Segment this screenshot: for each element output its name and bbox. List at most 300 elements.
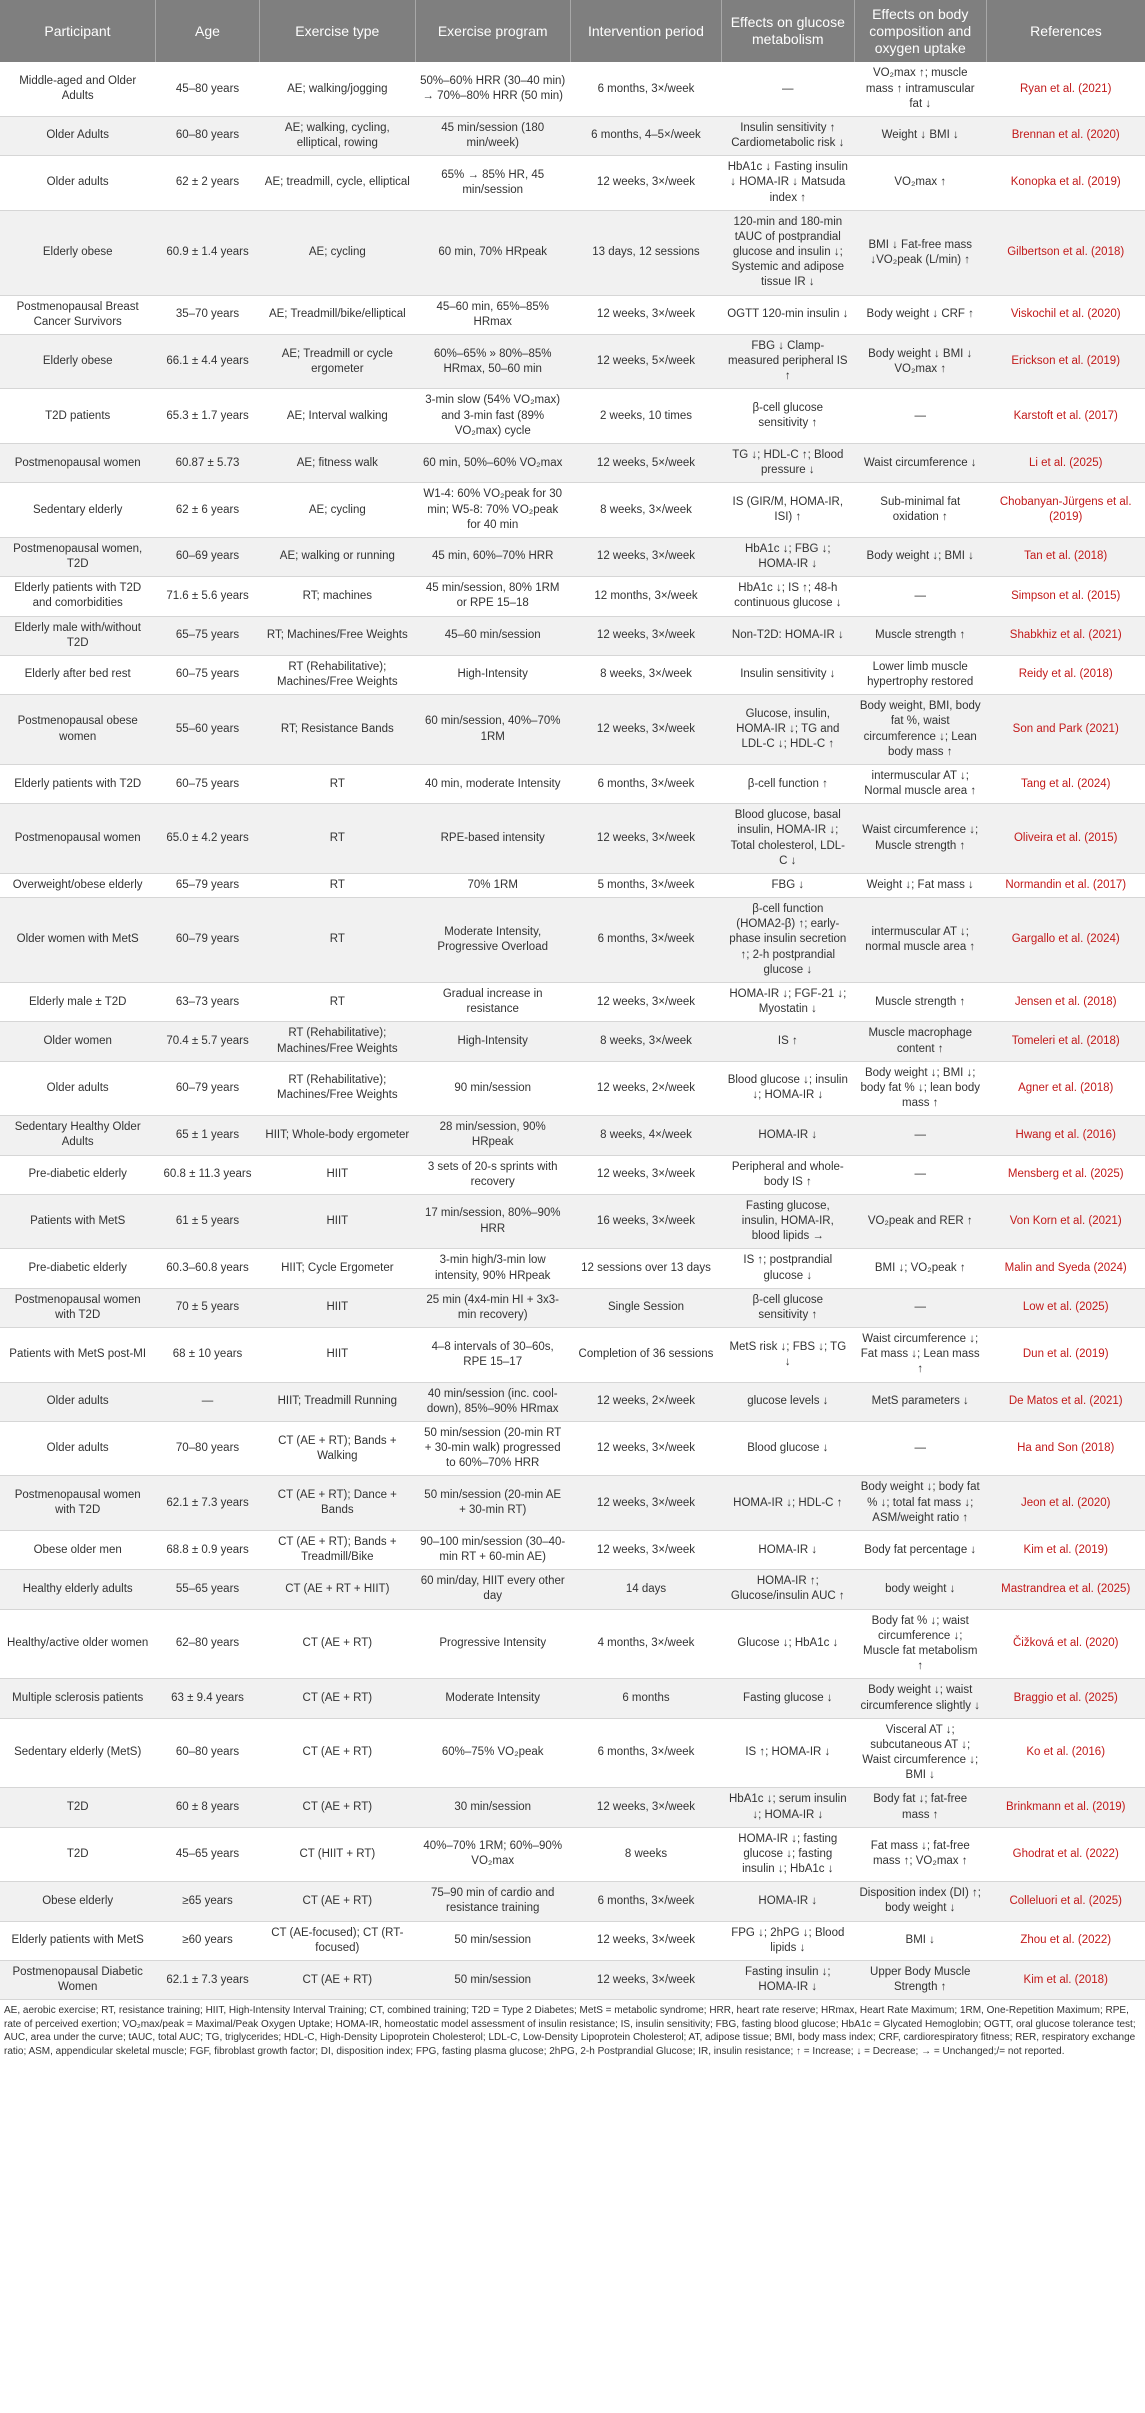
exercise-program-cell: 65% → 85% HR, 45 min/session xyxy=(415,156,570,211)
intervention-period-cell: 12 weeks, 3×/week xyxy=(570,1476,721,1531)
age-cell: 65–75 years xyxy=(155,616,259,655)
table-row xyxy=(0,1609,1145,1679)
table-row xyxy=(0,156,1145,211)
glucose-effects-cell: 120-min and 180-min tAUC of postprandial glucose and insulin ↓; Systemic and adipose tissue IR ↓ xyxy=(722,210,854,295)
exercise-type-cell: RT xyxy=(260,764,415,803)
participant-cell: Older Adults xyxy=(0,116,155,155)
glucose-effects-cell: glucose levels ↓ xyxy=(722,1382,854,1421)
exercise-type-cell: HIIT xyxy=(260,1155,415,1194)
participant-cell: Older adults xyxy=(0,1061,155,1116)
exercise-type-cell: CT (HIIT + RT) xyxy=(260,1827,415,1882)
reference-link[interactable]: Karstoft et al. (2017) xyxy=(986,389,1145,444)
participant-cell: Elderly patients with MetS xyxy=(0,1921,155,1960)
body-composition-cell: BMI ↓ xyxy=(854,1921,986,1960)
reference-link[interactable]: Dun et al. (2019) xyxy=(986,1328,1145,1383)
exercise-program-cell: 50%–60% HRR (30–40 min) → 70%–80% HRR (50 min) xyxy=(415,62,570,116)
reference-link[interactable]: De Matos et al. (2021) xyxy=(986,1382,1145,1421)
intervention-period-cell: 16 weeks, 3×/week xyxy=(570,1194,721,1249)
reference-link[interactable]: Braggio et al. (2025) xyxy=(986,1679,1145,1718)
exercise-type-cell: HIIT xyxy=(260,1194,415,1249)
intervention-period-cell: 6 months, 3×/week xyxy=(570,1882,721,1921)
intervention-period-cell: 8 weeks, 3×/week xyxy=(570,655,721,694)
body-composition-cell: BMI ↓; VO₂peak ↑ xyxy=(854,1249,986,1288)
body-composition-cell: Body weight ↓; waist circumference slightly ↓ xyxy=(854,1679,986,1718)
intervention-period-cell: 12 weeks, 3×/week xyxy=(570,295,721,334)
exercise-type-cell: RT; Resistance Bands xyxy=(260,695,415,765)
intervention-period-cell: 12 weeks, 3×/week xyxy=(570,1960,721,1999)
header-exercise-program: Exercise program xyxy=(415,0,570,62)
table-row xyxy=(0,1570,1145,1609)
intervention-period-cell: 12 weeks, 3×/week xyxy=(570,804,721,874)
table-header-row xyxy=(0,0,1145,62)
intervention-period-cell: 12 sessions over 13 days xyxy=(570,1249,721,1288)
reference-link[interactable]: Malin and Syeda (2024) xyxy=(986,1249,1145,1288)
reference-link[interactable]: Kim et al. (2018) xyxy=(986,1960,1145,1999)
age-cell: 70.4 ± 5.7 years xyxy=(155,1022,259,1061)
intervention-period-cell: 8 weeks, 4×/week xyxy=(570,1116,721,1155)
exercise-type-cell: RT; Machines/Free Weights xyxy=(260,616,415,655)
glucose-effects-cell: β-cell function (HOMA2-β) ↑; early-phase insulin secretion ↑; 2-h postprandial glucose ↓ xyxy=(722,898,854,983)
exercise-type-cell: AE; walking/jogging xyxy=(260,62,415,116)
header-exercise-type: Exercise type xyxy=(260,0,415,62)
participant-cell: Postmenopausal women, T2D xyxy=(0,537,155,576)
participant-cell: Older adults xyxy=(0,1382,155,1421)
exercise-program-cell: 50 min/session (20-min AE + 30-min RT) xyxy=(415,1476,570,1531)
exercise-program-cell: 3-min high/3-min low intensity, 90% HRpeak xyxy=(415,1249,570,1288)
table-row xyxy=(0,210,1145,295)
glucose-effects-cell: HbA1c ↓ Fasting insulin ↓ HOMA-IR ↓ Matsuda index ↑ xyxy=(722,156,854,211)
reference-link[interactable]: Brennan et al. (2020) xyxy=(986,116,1145,155)
exercise-type-cell: RT xyxy=(260,873,415,897)
participant-cell: Overweight/obese elderly xyxy=(0,873,155,897)
age-cell: 68 ± 10 years xyxy=(155,1328,259,1383)
reference-link[interactable]: Ryan et al. (2021) xyxy=(986,62,1145,116)
body-composition-cell: Body fat % ↓; waist circumference ↓; Muscle fat metabolism ↑ xyxy=(854,1609,986,1679)
exercise-type-cell: RT xyxy=(260,804,415,874)
glucose-effects-cell: MetS risk ↓; FBS ↓; TG ↓ xyxy=(722,1328,854,1383)
table-row xyxy=(0,116,1145,155)
intervention-period-cell: 12 weeks, 3×/week xyxy=(570,1155,721,1194)
table-row xyxy=(0,616,1145,655)
age-cell: 62–80 years xyxy=(155,1609,259,1679)
intervention-period-cell: 13 days, 12 sessions xyxy=(570,210,721,295)
reference-link[interactable]: Gilbertson et al. (2018) xyxy=(986,210,1145,295)
reference-link[interactable]: Kim et al. (2019) xyxy=(986,1530,1145,1569)
age-cell: 70 ± 5 years xyxy=(155,1288,259,1327)
table-row xyxy=(0,1827,1145,1882)
table-row xyxy=(0,537,1145,576)
table-row xyxy=(0,1382,1145,1421)
reference-link[interactable]: Hwang et al. (2016) xyxy=(986,1116,1145,1155)
table-row xyxy=(0,1960,1145,1999)
participant-cell: Postmenopausal women with T2D xyxy=(0,1288,155,1327)
exercise-type-cell: CT (AE + RT); Dance + Bands xyxy=(260,1476,415,1531)
exercise-program-cell: Moderate Intensity xyxy=(415,1679,570,1718)
table-row xyxy=(0,577,1145,616)
reference-link[interactable]: Erickson et al. (2019) xyxy=(986,334,1145,389)
exercise-type-cell: HIIT xyxy=(260,1328,415,1383)
intervention-period-cell: 12 weeks, 3×/week xyxy=(570,982,721,1021)
intervention-period-cell: 12 weeks, 2×/week xyxy=(570,1382,721,1421)
age-cell: 60.9 ± 1.4 years xyxy=(155,210,259,295)
participant-cell: Sedentary elderly xyxy=(0,483,155,538)
table-row xyxy=(0,295,1145,334)
intervention-period-cell: 4 months, 3×/week xyxy=(570,1609,721,1679)
exercise-program-cell: 75–90 min of cardio and resistance training xyxy=(415,1882,570,1921)
exercise-program-cell: 50 min/session xyxy=(415,1960,570,1999)
participant-cell: Older women with MetS xyxy=(0,898,155,983)
intervention-period-cell: 2 weeks, 10 times xyxy=(570,389,721,444)
table-row xyxy=(0,1249,1145,1288)
exercise-type-cell: HIIT; Whole-body ergometer xyxy=(260,1116,415,1155)
intervention-period-cell: 5 months, 3×/week xyxy=(570,873,721,897)
glucose-effects-cell: OGTT 120-min insulin ↓ xyxy=(722,295,854,334)
participant-cell: Obese elderly xyxy=(0,1882,155,1921)
participant-cell: Postmenopausal obese women xyxy=(0,695,155,765)
body-composition-cell: Muscle strength ↑ xyxy=(854,982,986,1021)
exercise-type-cell: CT (AE + RT + HIIT) xyxy=(260,1570,415,1609)
body-composition-cell: VO₂max ↑ xyxy=(854,156,986,211)
reference-link[interactable]: Shabkhiz et al. (2021) xyxy=(986,616,1145,655)
participant-cell: Elderly obese xyxy=(0,334,155,389)
table-row xyxy=(0,444,1145,483)
age-cell: 60–69 years xyxy=(155,537,259,576)
age-cell: 55–60 years xyxy=(155,695,259,765)
intervention-period-cell: 8 weeks, 3×/week xyxy=(570,1022,721,1061)
exercise-program-cell: 45 min/session (180 min/week) xyxy=(415,116,570,155)
participant-cell: Elderly patients with T2D xyxy=(0,764,155,803)
body-composition-cell: Body fat ↓; fat-free mass ↑ xyxy=(854,1788,986,1827)
intervention-period-cell: 8 weeks, 3×/week xyxy=(570,483,721,538)
table-row xyxy=(0,334,1145,389)
intervention-period-cell: 12 weeks, 3×/week xyxy=(570,1530,721,1569)
reference-link[interactable]: Jeon et al. (2020) xyxy=(986,1476,1145,1531)
header-body-composition-effects: Effects on body composition and oxygen uptake xyxy=(854,0,986,62)
age-cell: 68.8 ± 0.9 years xyxy=(155,1530,259,1569)
glucose-effects-cell: HbA1c ↓; FBG ↓; HOMA-IR ↓ xyxy=(722,537,854,576)
table-row xyxy=(0,1022,1145,1061)
participant-cell: Healthy elderly adults xyxy=(0,1570,155,1609)
glucose-effects-cell: Glucose, insulin, HOMA-IR ↓; TG and LDL-C ↓; HDL-C ↑ xyxy=(722,695,854,765)
exercise-program-cell: Progressive Intensity xyxy=(415,1609,570,1679)
reference-link[interactable]: Colleluori et al. (2025) xyxy=(986,1882,1145,1921)
exercise-program-cell: 25 min (4x4-min HI + 3x3-min recovery) xyxy=(415,1288,570,1327)
exercise-program-cell: High-Intensity xyxy=(415,655,570,694)
reference-link[interactable]: Von Korn et al. (2021) xyxy=(986,1194,1145,1249)
exercise-program-cell: 50 min/session xyxy=(415,1921,570,1960)
reference-link[interactable]: Tan et al. (2018) xyxy=(986,537,1145,576)
reference-link[interactable]: Oliveira et al. (2015) xyxy=(986,804,1145,874)
age-cell: — xyxy=(155,1382,259,1421)
exercise-type-cell: CT (AE + RT) xyxy=(260,1882,415,1921)
table-row xyxy=(0,1718,1145,1788)
age-cell: 60.87 ± 5.73 xyxy=(155,444,259,483)
intervention-period-cell: 6 months, 3×/week xyxy=(570,1718,721,1788)
age-cell: 65.0 ± 4.2 years xyxy=(155,804,259,874)
reference-link[interactable]: Low et al. (2025) xyxy=(986,1288,1145,1327)
table-row xyxy=(0,1061,1145,1116)
participant-cell: Older women xyxy=(0,1022,155,1061)
reference-link[interactable]: Ko et al. (2016) xyxy=(986,1718,1145,1788)
participant-cell: Postmenopausal Breast Cancer Survivors xyxy=(0,295,155,334)
intervention-period-cell: 12 weeks, 2×/week xyxy=(570,1061,721,1116)
exercise-type-cell: CT (AE + RT) xyxy=(260,1788,415,1827)
exercise-type-cell: AE; walking, cycling, elliptical, rowing xyxy=(260,116,415,155)
exercise-type-cell: CT (AE + RT) xyxy=(260,1718,415,1788)
exercise-program-cell: 4–8 intervals of 30–60s, RPE 15–17 xyxy=(415,1328,570,1383)
table-row xyxy=(0,1155,1145,1194)
exercise-program-cell: 60%–75% VO₂peak xyxy=(415,1718,570,1788)
glucose-effects-cell: Fasting glucose ↓ xyxy=(722,1679,854,1718)
header-intervention-period: Intervention period xyxy=(570,0,721,62)
table-body xyxy=(0,62,1145,1999)
intervention-period-cell: 12 weeks, 3×/week xyxy=(570,1788,721,1827)
participant-cell: Older adults xyxy=(0,1421,155,1476)
participant-cell: Patients with MetS post-MI xyxy=(0,1328,155,1383)
intervention-period-cell: 12 weeks, 5×/week xyxy=(570,334,721,389)
participant-cell: Elderly male ± T2D xyxy=(0,982,155,1021)
reference-link[interactable]: Li et al. (2025) xyxy=(986,444,1145,483)
glucose-effects-cell: β-cell function ↑ xyxy=(722,764,854,803)
exercise-program-cell: Gradual increase in resistance xyxy=(415,982,570,1021)
glucose-effects-cell: HOMA-IR ↑; Glucose/insulin AUC ↑ xyxy=(722,1570,854,1609)
exercise-type-cell: CT (AE + RT) xyxy=(260,1609,415,1679)
reference-link[interactable]: Normandin et al. (2017) xyxy=(986,873,1145,897)
header-participant: Participant xyxy=(0,0,155,62)
reference-link[interactable]: Konopka et al. (2019) xyxy=(986,156,1145,211)
age-cell: 65–79 years xyxy=(155,873,259,897)
participant-cell: Elderly male with/without T2D xyxy=(0,616,155,655)
table-row xyxy=(0,389,1145,444)
body-composition-cell: Waist circumference ↓; Muscle strength ↑ xyxy=(854,804,986,874)
participant-cell: T2D xyxy=(0,1827,155,1882)
age-cell: 60–80 years xyxy=(155,116,259,155)
glucose-effects-cell: Blood glucose ↓; insulin ↓; HOMA-IR ↓ xyxy=(722,1061,854,1116)
reference-link[interactable]: Jensen et al. (2018) xyxy=(986,982,1145,1021)
age-cell: 60–80 years xyxy=(155,1718,259,1788)
reference-link[interactable]: Reidy et al. (2018) xyxy=(986,655,1145,694)
intervention-period-cell: 12 weeks, 3×/week xyxy=(570,537,721,576)
exercise-program-cell: 40 min/session (inc. cool-down), 85%–90% HRmax xyxy=(415,1382,570,1421)
body-composition-cell: — xyxy=(854,1155,986,1194)
body-composition-cell: Weight ↓ BMI ↓ xyxy=(854,116,986,155)
reference-link[interactable]: Mastrandrea et al. (2025) xyxy=(986,1570,1145,1609)
body-composition-cell: Body weight ↓ BMI ↓ VO₂max ↑ xyxy=(854,334,986,389)
exercise-type-cell: RT xyxy=(260,898,415,983)
age-cell: 45–65 years xyxy=(155,1827,259,1882)
glucose-effects-cell: IS ↑; HOMA-IR ↓ xyxy=(722,1718,854,1788)
exercise-type-cell: AE; Interval walking xyxy=(260,389,415,444)
exercise-type-cell: AE; cycling xyxy=(260,483,415,538)
header-references: References xyxy=(986,0,1145,62)
body-composition-cell: Waist circumference ↓ xyxy=(854,444,986,483)
body-composition-cell: Body weight ↓; BMI ↓; body fat % ↓; lean body mass ↑ xyxy=(854,1061,986,1116)
age-cell: 35–70 years xyxy=(155,295,259,334)
table-row xyxy=(0,655,1145,694)
exercise-type-cell: RT; machines xyxy=(260,577,415,616)
table-row xyxy=(0,1421,1145,1476)
exercise-program-cell: 90–100 min/session (30–40-min RT + 60-min AE) xyxy=(415,1530,570,1569)
age-cell: 63 ± 9.4 years xyxy=(155,1679,259,1718)
intervention-period-cell: Single Session xyxy=(570,1288,721,1327)
age-cell: 62 ± 6 years xyxy=(155,483,259,538)
age-cell: 62 ± 2 years xyxy=(155,156,259,211)
age-cell: 55–65 years xyxy=(155,1570,259,1609)
table-row xyxy=(0,1882,1145,1921)
reference-link[interactable]: Čižková et al. (2020) xyxy=(986,1609,1145,1679)
reference-link[interactable]: Chobanyan-Jürgens et al. (2019) xyxy=(986,483,1145,538)
exercise-program-cell: 60%–65% » 80%–85% HRmax, 50–60 min xyxy=(415,334,570,389)
participant-cell: Elderly obese xyxy=(0,210,155,295)
header-glucose-effects: Effects on glucose metabolism xyxy=(722,0,854,62)
exercise-program-cell: 60 min, 50%–60% VO₂max xyxy=(415,444,570,483)
intervention-period-cell: 12 weeks, 5×/week xyxy=(570,444,721,483)
table-row xyxy=(0,1788,1145,1827)
body-composition-cell: Disposition index (DI) ↑; body weight ↓ xyxy=(854,1882,986,1921)
glucose-effects-cell: IS ↑; postprandial glucose ↓ xyxy=(722,1249,854,1288)
exercise-program-cell: 28 min/session, 90% HRpeak xyxy=(415,1116,570,1155)
body-composition-cell: — xyxy=(854,577,986,616)
age-cell: 60–75 years xyxy=(155,655,259,694)
body-composition-cell: — xyxy=(854,1116,986,1155)
glucose-effects-cell: IS ↑ xyxy=(722,1022,854,1061)
exercise-program-cell: 3 sets of 20-s sprints with recovery xyxy=(415,1155,570,1194)
participant-cell: Multiple sclerosis patients xyxy=(0,1679,155,1718)
age-cell: 65 ± 1 years xyxy=(155,1116,259,1155)
reference-link[interactable]: Tomeleri et al. (2018) xyxy=(986,1022,1145,1061)
table-row xyxy=(0,982,1145,1021)
age-cell: 71.6 ± 5.6 years xyxy=(155,577,259,616)
exercise-program-cell: 60 min/session, 40%–70% 1RM xyxy=(415,695,570,765)
intervention-period-cell: Completion of 36 sessions xyxy=(570,1328,721,1383)
exercise-type-cell: HIIT xyxy=(260,1288,415,1327)
participant-cell: Pre-diabetic elderly xyxy=(0,1155,155,1194)
glucose-effects-cell: HOMA-IR ↓ xyxy=(722,1116,854,1155)
participant-cell: T2D patients xyxy=(0,389,155,444)
age-cell: 62.1 ± 7.3 years xyxy=(155,1960,259,1999)
intervention-period-cell: 6 months, 4–5×/week xyxy=(570,116,721,155)
table-row xyxy=(0,1679,1145,1718)
table-row xyxy=(0,1476,1145,1531)
exercise-program-cell: 45 min/session, 80% 1RM or RPE 15–18 xyxy=(415,577,570,616)
exercise-program-cell: 45–60 min, 65%–85% HRmax xyxy=(415,295,570,334)
age-cell: 60–75 years xyxy=(155,764,259,803)
body-composition-cell: — xyxy=(854,389,986,444)
exercise-type-cell: AE; treadmill, cycle, elliptical xyxy=(260,156,415,211)
exercise-type-cell: RT (Rehabilitative); Machines/Free Weights xyxy=(260,1022,415,1061)
glucose-effects-cell: Peripheral and whole-body IS ↑ xyxy=(722,1155,854,1194)
body-composition-cell: BMI ↓ Fat-free mass ↓VO₂peak (L/min) ↑ xyxy=(854,210,986,295)
body-composition-cell: intermuscular AT ↓; Normal muscle area ↑ xyxy=(854,764,986,803)
glucose-effects-cell: — xyxy=(722,62,854,116)
body-composition-cell: Upper Body Muscle Strength ↑ xyxy=(854,1960,986,1999)
glucose-effects-cell: Insulin sensitivity ↓ xyxy=(722,655,854,694)
table-row xyxy=(0,898,1145,983)
participant-cell: Sedentary Healthy Older Adults xyxy=(0,1116,155,1155)
glucose-effects-cell: Glucose ↓; HbA1c ↓ xyxy=(722,1609,854,1679)
exercise-type-cell: AE; Treadmill or cycle ergometer xyxy=(260,334,415,389)
reference-link[interactable]: Brinkmann et al. (2019) xyxy=(986,1788,1145,1827)
age-cell: 60–79 years xyxy=(155,898,259,983)
reference-link[interactable]: Son and Park (2021) xyxy=(986,695,1145,765)
glucose-effects-cell: Fasting insulin ↓; HOMA-IR ↓ xyxy=(722,1960,854,1999)
participant-cell: Sedentary elderly (MetS) xyxy=(0,1718,155,1788)
exercise-program-cell: 50 min/session (20-min RT + 30-min walk) progressed to 60%–70% HRR xyxy=(415,1421,570,1476)
reference-link[interactable]: Ghodrat et al. (2022) xyxy=(986,1827,1145,1882)
intervention-period-cell: 12 weeks, 3×/week xyxy=(570,1421,721,1476)
glucose-effects-cell: HOMA-IR ↓ xyxy=(722,1882,854,1921)
exercise-program-cell: 60 min, 70% HRpeak xyxy=(415,210,570,295)
glucose-effects-cell: β-cell glucose sensitivity ↑ xyxy=(722,1288,854,1327)
intervention-period-cell: 6 months, 3×/week xyxy=(570,898,721,983)
age-cell: 61 ± 5 years xyxy=(155,1194,259,1249)
reference-link[interactable]: Agner et al. (2018) xyxy=(986,1061,1145,1116)
glucose-effects-cell: Insulin sensitivity ↑ Cardiometabolic risk ↓ xyxy=(722,116,854,155)
glucose-effects-cell: Blood glucose ↓ xyxy=(722,1421,854,1476)
reference-link[interactable]: Mensberg et al. (2025) xyxy=(986,1155,1145,1194)
table-row xyxy=(0,1328,1145,1383)
exercise-type-cell: AE; fitness walk xyxy=(260,444,415,483)
exercise-program-cell: 3-min slow (54% VO₂max) and 3-min fast (89% VO₂max) cycle xyxy=(415,389,570,444)
exercise-type-cell: RT xyxy=(260,982,415,1021)
participant-cell: Pre-diabetic elderly xyxy=(0,1249,155,1288)
reference-link[interactable]: Gargallo et al. (2024) xyxy=(986,898,1145,983)
body-composition-cell: Body weight, BMI, body fat %, waist circumference ↓; Lean body mass ↑ xyxy=(854,695,986,765)
participant-cell: Obese older men xyxy=(0,1530,155,1569)
exercise-type-cell: CT (AE + RT) xyxy=(260,1679,415,1718)
reference-link[interactable]: Zhou et al. (2022) xyxy=(986,1921,1145,1960)
exercise-program-cell: 60 min/day, HIIT every other day xyxy=(415,1570,570,1609)
intervention-period-cell: 12 months, 3×/week xyxy=(570,577,721,616)
body-composition-cell: — xyxy=(854,1421,986,1476)
glucose-effects-cell: FPG ↓; 2hPG ↓; Blood lipids ↓ xyxy=(722,1921,854,1960)
body-composition-cell: Muscle strength ↑ xyxy=(854,616,986,655)
glucose-effects-cell: HOMA-IR ↓; FGF-21 ↓; Myostatin ↓ xyxy=(722,982,854,1021)
participant-cell: Postmenopausal women with T2D xyxy=(0,1476,155,1531)
intervention-period-cell: 12 weeks, 3×/week xyxy=(570,1921,721,1960)
table-row xyxy=(0,62,1145,116)
body-composition-cell: intermuscular AT ↓; normal muscle area ↑ xyxy=(854,898,986,983)
table-footnote: AE, aerobic exercise; RT, resistance training; HIIT, High-Intensity Interval Training; CT, combined training; T2D = Type 2 Diabetes; MetS = metabolic syndrome; HRR, heart rate reserve; HRmax, Heart Rate Maximum; 1RM, One-Repetition Maximum; RPE, rate of perceived exertion; VO₂max/peak = Maximal/Peak Oxygen Uptake; HOMA-IR, homeostatic model assessment of insulin resistance; IS, insulin sensitivity; FBG, fasting blood glucose; HbA1c = Glycated Hemoglobin; OGTT, oral glucose tolerance test; AUC, area under the curve; tAUC, total AUC; TG, triglycerides; HDL-C, High-Density Lipoprotein Cholesterol; LDL-C, Low-Density Lipoprotein Cholesterol; AT, adipose tissue; BMI, body mass index; CRF, cardiorespiratory fitness; RER, respiratory exchange ratio; ASM, appendicular skeletal muscle; FGF, fibroblast growth factor; DI, disposition index; FPG, fasting plasma glucose; 2hPG, 2-h Postprandial Glucose; IR, insulin resistance; ↑ = Increase; ↓ = Decrease; → = Unchanged;/= not reported. xyxy=(4,2005,1136,2057)
exercise-program-cell: W1-4: 60% VO₂peak for 30 min; W5-8: 70% VO₂peak for 40 min xyxy=(415,483,570,538)
header-age: Age xyxy=(155,0,259,62)
body-composition-cell: Sub-minimal fat oxidation ↑ xyxy=(854,483,986,538)
reference-link[interactable]: Simpson et al. (2015) xyxy=(986,577,1145,616)
participant-cell: Postmenopausal women xyxy=(0,444,155,483)
exercise-type-cell: RT (Rehabilitative); Machines/Free Weights xyxy=(260,1061,415,1116)
exercise-program-cell: 45–60 min/session xyxy=(415,616,570,655)
exercise-program-cell: 40%–70% 1RM; 60%–90% VO₂max xyxy=(415,1827,570,1882)
participant-cell: Middle-aged and Older Adults xyxy=(0,62,155,116)
body-composition-cell: Body weight ↓ CRF ↑ xyxy=(854,295,986,334)
table-row xyxy=(0,1116,1145,1155)
intervention-period-cell: 6 months xyxy=(570,1679,721,1718)
age-cell: 62.1 ± 7.3 years xyxy=(155,1476,259,1531)
age-cell: 70–80 years xyxy=(155,1421,259,1476)
exercise-type-cell: CT (AE + RT); Bands + Treadmill/Bike xyxy=(260,1530,415,1569)
reference-link[interactable]: Tang et al. (2024) xyxy=(986,764,1145,803)
reference-link[interactable]: Viskochil et al. (2020) xyxy=(986,295,1145,334)
glucose-effects-cell: β-cell glucose sensitivity ↑ xyxy=(722,389,854,444)
exercise-program-cell: 70% 1RM xyxy=(415,873,570,897)
glucose-effects-cell: HOMA-IR ↓; fasting glucose ↓; fasting insulin ↓; HbA1c ↓ xyxy=(722,1827,854,1882)
reference-link[interactable]: Ha and Son (2018) xyxy=(986,1421,1145,1476)
body-composition-cell: MetS parameters ↓ xyxy=(854,1382,986,1421)
exercise-type-cell: AE; Treadmill/bike/elliptical xyxy=(260,295,415,334)
glucose-effects-cell: HOMA-IR ↓ xyxy=(722,1530,854,1569)
intervention-period-cell: 12 weeks, 3×/week xyxy=(570,695,721,765)
body-composition-cell: VO₂max ↑; muscle mass ↑ intramuscular fat ↓ xyxy=(854,62,986,116)
